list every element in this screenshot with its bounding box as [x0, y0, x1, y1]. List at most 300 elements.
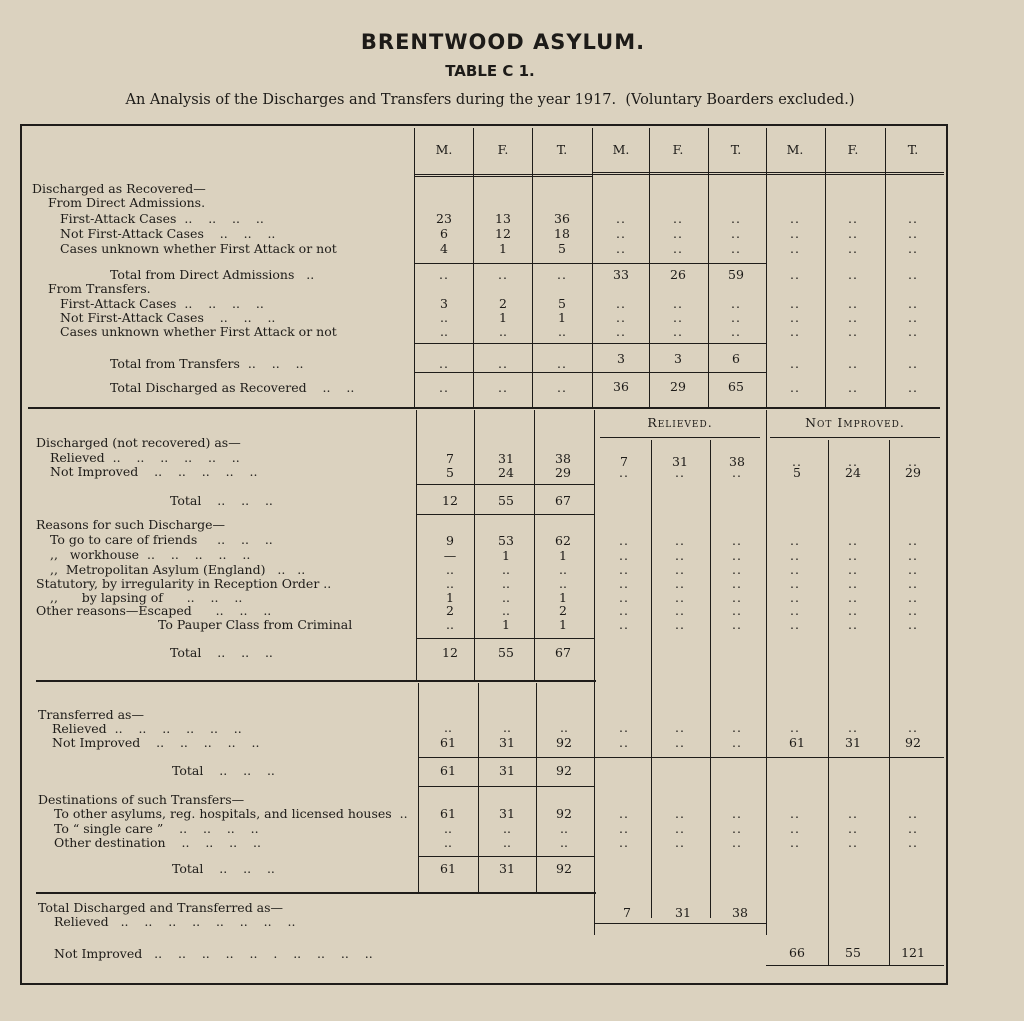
empty-cell: ..: [790, 296, 800, 311]
cell: ..: [503, 720, 511, 735]
empty-cell: ..: [675, 533, 685, 548]
empty-cell: ..: [790, 720, 800, 735]
column-header: F.: [497, 142, 509, 157]
table-rule: [828, 440, 829, 965]
empty-cell: ..: [731, 324, 741, 339]
cell: 92: [556, 806, 572, 821]
empty-cell: ..: [731, 310, 741, 325]
empty-cell: ..: [908, 806, 918, 821]
empty-cell: ..: [557, 356, 567, 371]
row-label: To other asylums, reg. hospitals, and licensed houses ..: [54, 806, 408, 821]
table-rule: [766, 410, 767, 935]
cell: 92: [556, 763, 572, 778]
cell: 55: [498, 493, 514, 508]
table-rule: [418, 757, 594, 758]
table-rule: [418, 683, 419, 893]
empty-cell: ..: [908, 720, 918, 735]
cell: 61: [440, 763, 456, 778]
not-improved-cell: 5: [793, 465, 801, 480]
table-rule: [20, 124, 22, 985]
cell: 61: [440, 861, 456, 876]
section-heading: Discharged as Recovered—: [32, 181, 206, 196]
relieved-cell: 38: [729, 454, 745, 469]
empty-cell: ..: [675, 548, 685, 563]
table-rule: [594, 923, 766, 924]
empty-cell: ..: [790, 590, 800, 605]
empty-cell: ..: [498, 380, 508, 395]
empty-cell: ..: [675, 617, 685, 632]
cell: 61: [440, 806, 456, 821]
cell: 36: [613, 379, 629, 394]
table-rule: [36, 892, 596, 894]
empty-cell: ..: [675, 465, 685, 480]
table-rule: [592, 128, 593, 407]
row-label: Relieved .. .. .. .. .. ..: [50, 450, 240, 465]
column-header: T.: [907, 142, 919, 157]
column-header: T.: [556, 142, 568, 157]
table-rule: [592, 343, 766, 344]
cell: ..: [446, 617, 454, 632]
table-rule: [416, 410, 417, 680]
cell: 9: [446, 533, 454, 548]
empty-cell: ..: [908, 617, 918, 632]
cell: 12: [442, 493, 458, 508]
cell: ..: [502, 576, 510, 591]
table-rule: [770, 437, 940, 438]
table-rule: [474, 410, 475, 680]
empty-cell: ..: [908, 533, 918, 548]
empty-cell: ..: [673, 241, 683, 256]
empty-cell: ..: [848, 241, 858, 256]
column-header: T.: [730, 142, 742, 157]
cell: 24: [498, 465, 514, 480]
cell: 61: [440, 735, 456, 750]
row-label: Not Improved .. .. .. .. .. . .. .. .. ..: [54, 946, 373, 961]
empty-cell: ..: [908, 380, 918, 395]
cell: 26: [670, 267, 686, 282]
cell: 3: [617, 351, 625, 366]
cell: ..: [559, 576, 567, 591]
cell: 67: [555, 645, 571, 660]
empty-cell: ..: [848, 211, 858, 226]
cell: 1: [502, 548, 510, 563]
cell: 53: [498, 533, 514, 548]
empty-cell: ..: [908, 562, 918, 577]
cell: 67: [555, 493, 571, 508]
table-rule: [414, 128, 415, 407]
table-rule: [600, 437, 760, 438]
column-header: M.: [612, 142, 630, 157]
empty-cell: ..: [848, 267, 858, 282]
relieved-cell: 7: [620, 454, 628, 469]
table-rule: [885, 128, 886, 407]
empty-cell: ..: [731, 211, 741, 226]
empty-cell: ..: [848, 617, 858, 632]
relieved-cell: 7: [623, 905, 631, 920]
empty-cell: ..: [675, 720, 685, 735]
row-label: Other reasons—Escaped .. .. ..: [36, 603, 272, 618]
cell: 62: [555, 533, 571, 548]
table-rule: [889, 440, 890, 965]
table-rule: [536, 683, 537, 893]
not-improved-cell: 29: [905, 465, 921, 480]
empty-cell: ..: [848, 548, 858, 563]
empty-cell: ..: [557, 380, 567, 395]
cell: 6: [732, 351, 740, 366]
empty-cell: ..: [732, 576, 742, 591]
table-rule: [418, 786, 594, 787]
not-improved-cell: 55: [845, 945, 861, 960]
empty-cell: ..: [848, 226, 858, 241]
table-rule: [414, 176, 592, 177]
table-rule: [592, 172, 944, 173]
not-improved-cell: 24: [845, 465, 861, 480]
table-rule: [946, 124, 948, 985]
empty-cell: ..: [908, 296, 918, 311]
cell: 2: [499, 296, 507, 311]
empty-cell: ..: [908, 226, 918, 241]
empty-cell: ..: [848, 576, 858, 591]
empty-cell: ..: [673, 324, 683, 339]
empty-cell: ..: [616, 296, 626, 311]
row-label: Relieved .. .. .. .. .. .. .. ..: [54, 914, 296, 929]
empty-cell: ..: [619, 465, 629, 480]
empty-cell: ..: [908, 590, 918, 605]
empty-cell: ..: [848, 590, 858, 605]
relieved-cell: 38: [732, 905, 748, 920]
empty-cell: ..: [439, 356, 449, 371]
empty-cell: ..: [848, 356, 858, 371]
empty-cell: ..: [790, 267, 800, 282]
empty-cell: ..: [675, 576, 685, 591]
empty-cell: ..: [848, 806, 858, 821]
not-improved-cell: 31: [845, 735, 861, 750]
table-rule: [594, 410, 595, 935]
empty-cell: ..: [731, 241, 741, 256]
empty-cell: ..: [848, 324, 858, 339]
empty-cell: ..: [619, 533, 629, 548]
cell: 36: [554, 211, 570, 226]
empty-cell: ..: [790, 603, 800, 618]
empty-cell: ..: [675, 806, 685, 821]
not-improved-cell: 92: [905, 735, 921, 750]
row-label: Total from Direct Admissions ..: [110, 267, 315, 282]
empty-cell: ..: [498, 356, 508, 371]
empty-cell: ..: [790, 211, 800, 226]
empty-cell: ..: [557, 267, 567, 282]
cell: 55: [498, 645, 514, 660]
row-label: ,, workhouse .. .. .. .. ..: [50, 547, 251, 562]
empty-cell: ..: [616, 324, 626, 339]
empty-cell: ..: [619, 835, 629, 850]
empty-cell: ..: [908, 603, 918, 618]
row-label: Not Improved .. .. .. .. ..: [52, 735, 260, 750]
empty-cell: ..: [848, 296, 858, 311]
empty-cell: ..: [790, 806, 800, 821]
empty-cell: ..: [619, 590, 629, 605]
cell: ..: [559, 562, 567, 577]
empty-cell: ..: [732, 735, 742, 750]
empty-cell: ..: [439, 267, 449, 282]
row-label: Total .. .. ..: [172, 763, 275, 778]
empty-cell: ..: [790, 617, 800, 632]
cell: ..: [446, 562, 454, 577]
empty-cell: ..: [792, 454, 802, 469]
table-rule: [534, 410, 535, 680]
empty-cell: ..: [790, 835, 800, 850]
empty-cell: ..: [732, 562, 742, 577]
row-label: Other destination .. .. .. ..: [54, 835, 261, 850]
row-label: To go to care of friends .. .. ..: [50, 532, 273, 547]
cell: 1: [559, 590, 567, 605]
table-rule: [414, 174, 944, 175]
column-header: F.: [847, 142, 859, 157]
cell: 1: [559, 548, 567, 563]
table-rule: [473, 128, 474, 407]
empty-cell: ..: [790, 310, 800, 325]
row-label: To Pauper Class from Criminal: [158, 617, 353, 632]
empty-cell: ..: [848, 310, 858, 325]
empty-cell: ..: [675, 562, 685, 577]
relieved-cell: 31: [672, 454, 688, 469]
cell: 92: [556, 861, 572, 876]
empty-cell: ..: [732, 806, 742, 821]
cell: ..: [440, 324, 448, 339]
cell: ..: [560, 821, 568, 836]
empty-cell: ..: [675, 735, 685, 750]
cell: ..: [446, 576, 454, 591]
row-label: Statutory, by irregularity in Reception Order ..: [36, 576, 332, 591]
empty-cell: ..: [732, 835, 742, 850]
empty-cell: ..: [790, 533, 800, 548]
empty-cell: ..: [790, 576, 800, 591]
row-label: First-Attack Cases .. .. .. ..: [60, 211, 264, 226]
subsection-heading: From Transfers.: [48, 281, 151, 296]
table-rule: [416, 484, 594, 485]
empty-cell: ..: [732, 590, 742, 605]
empty-cell: ..: [908, 267, 918, 282]
cell: 5: [558, 241, 566, 256]
cell: 12: [442, 645, 458, 660]
cell: ..: [444, 835, 452, 850]
cell: ..: [502, 562, 510, 577]
row-label: ,, by lapsing of .. .. ..: [50, 590, 243, 605]
cell: 31: [499, 861, 515, 876]
empty-cell: ..: [498, 267, 508, 282]
row-label: Not First-Attack Cases .. .. ..: [60, 226, 276, 241]
empty-cell: ..: [908, 821, 918, 836]
row-label: Total .. .. ..: [172, 861, 275, 876]
empty-cell: ..: [848, 821, 858, 836]
empty-cell: ..: [790, 241, 800, 256]
cell: ..: [499, 324, 507, 339]
table-rule: [28, 407, 940, 409]
empty-cell: ..: [675, 603, 685, 618]
cell: 1: [559, 617, 567, 632]
column-header: F.: [672, 142, 684, 157]
table-rule: [594, 757, 766, 758]
row-label: Total Discharged as Recovered .. ..: [110, 380, 355, 395]
table-rule: [532, 128, 533, 407]
empty-cell: ..: [673, 226, 683, 241]
empty-cell: ..: [616, 226, 626, 241]
row-label: Cases unknown whether First Attack or not: [60, 241, 337, 256]
table-rule: [416, 638, 594, 639]
empty-cell: ..: [732, 603, 742, 618]
cell: 2: [446, 603, 454, 618]
section-heading: Discharged (not recovered) as—: [36, 435, 241, 450]
table-rule: [592, 372, 766, 373]
column-header: M.: [786, 142, 804, 157]
empty-cell: ..: [439, 380, 449, 395]
table-rule: [418, 856, 594, 857]
empty-cell: ..: [908, 241, 918, 256]
empty-cell: ..: [790, 821, 800, 836]
row-label: Total .. .. ..: [170, 493, 273, 508]
row-label: Cases unknown whether First Attack or not: [60, 324, 337, 339]
empty-cell: ..: [673, 296, 683, 311]
empty-cell: ..: [848, 454, 858, 469]
empty-cell: ..: [732, 465, 742, 480]
empty-cell: ..: [790, 548, 800, 563]
not-improved-header: Not Improved.: [805, 415, 905, 430]
empty-cell: ..: [619, 603, 629, 618]
empty-cell: ..: [673, 211, 683, 226]
empty-cell: ..: [848, 603, 858, 618]
column-header: M.: [435, 142, 453, 157]
cell: 1: [499, 310, 507, 325]
table-rule: [649, 128, 650, 407]
empty-cell: ..: [616, 310, 626, 325]
empty-cell: ..: [619, 821, 629, 836]
cell: ..: [444, 821, 452, 836]
cell: ..: [560, 720, 568, 735]
empty-cell: ..: [619, 720, 629, 735]
empty-cell: ..: [790, 562, 800, 577]
cell: 4: [440, 241, 448, 256]
not-improved-cell: 66: [789, 945, 805, 960]
row-label: To “ single care ” .. .. .. ..: [54, 821, 259, 836]
empty-cell: ..: [848, 835, 858, 850]
cell: 3: [674, 351, 682, 366]
cell: 29: [670, 379, 686, 394]
table-subtitle: An Analysis of the Discharges and Transfers during the year 1917. (Voluntary Boarders excluded.): [125, 92, 855, 108]
empty-cell: ..: [848, 720, 858, 735]
empty-cell: ..: [908, 356, 918, 371]
empty-cell: ..: [619, 562, 629, 577]
empty-cell: ..: [732, 720, 742, 735]
section-heading: Destinations of such Transfers—: [38, 792, 245, 807]
empty-cell: ..: [848, 562, 858, 577]
empty-cell: ..: [732, 617, 742, 632]
cell: 13: [495, 211, 511, 226]
table-rule: [416, 514, 594, 515]
empty-cell: ..: [908, 310, 918, 325]
cell: ..: [440, 310, 448, 325]
table-rule: [710, 440, 711, 918]
cell: 31: [499, 735, 515, 750]
cell: ..: [503, 835, 511, 850]
table-rule: [414, 263, 592, 264]
table-rule: [766, 757, 944, 758]
empty-cell: ..: [675, 821, 685, 836]
table-rule: [20, 124, 948, 126]
row-label: Not Improved .. .. .. .. ..: [50, 464, 258, 479]
empty-cell: ..: [616, 211, 626, 226]
empty-cell: ..: [675, 835, 685, 850]
cell: 33: [613, 267, 629, 282]
table-rule: [20, 983, 948, 985]
empty-cell: ..: [908, 835, 918, 850]
cell: 1: [558, 310, 566, 325]
not-improved-cell: 61: [789, 735, 805, 750]
empty-cell: ..: [848, 380, 858, 395]
table-rule: [766, 128, 767, 407]
cell: 1: [499, 241, 507, 256]
empty-cell: ..: [908, 576, 918, 591]
empty-cell: ..: [619, 548, 629, 563]
cell: ..: [502, 603, 510, 618]
empty-cell: ..: [732, 548, 742, 563]
cell: 7: [446, 451, 454, 466]
row-label: First-Attack Cases .. .. .. ..: [60, 296, 264, 311]
empty-cell: ..: [908, 548, 918, 563]
empty-cell: ..: [731, 226, 741, 241]
empty-cell: ..: [732, 821, 742, 836]
empty-cell: ..: [908, 454, 918, 469]
table-rule: [36, 680, 596, 682]
cell: 1: [502, 617, 510, 632]
cell: 2: [559, 603, 567, 618]
table-rule: [478, 683, 479, 893]
cell: ..: [444, 720, 452, 735]
empty-cell: ..: [790, 356, 800, 371]
section-heading: Total Discharged and Transferred as—: [38, 900, 284, 915]
section-heading: Reasons for such Discharge—: [36, 517, 226, 532]
table-rule: [825, 128, 826, 407]
empty-cell: ..: [790, 226, 800, 241]
table-rule: [708, 128, 709, 407]
empty-cell: ..: [790, 324, 800, 339]
cell: 65: [728, 379, 744, 394]
row-label: Relieved .. .. .. .. .. ..: [52, 721, 242, 736]
empty-cell: ..: [619, 617, 629, 632]
empty-cell: ..: [619, 806, 629, 821]
table-rule: [592, 263, 766, 264]
empty-cell: ..: [908, 324, 918, 339]
cell: 31: [498, 451, 514, 466]
table-rule: [766, 965, 944, 966]
subsection-heading: From Direct Admissions.: [48, 195, 206, 210]
empty-cell: ..: [616, 241, 626, 256]
cell: 5: [558, 296, 566, 311]
empty-cell: ..: [732, 533, 742, 548]
cell: 18: [554, 226, 570, 241]
row-label: ,, Metropolitan Asylum (England) .. ..: [50, 562, 306, 577]
relieved-cell: 31: [675, 905, 691, 920]
relieved-header: Relieved.: [647, 415, 713, 430]
cell: 59: [728, 267, 744, 282]
empty-cell: ..: [848, 533, 858, 548]
not-improved-cell: 121: [901, 945, 925, 960]
empty-cell: ..: [908, 211, 918, 226]
empty-cell: ..: [790, 380, 800, 395]
cell: 31: [499, 806, 515, 821]
section-heading: Transferred as—: [38, 707, 144, 722]
cell: 92: [556, 735, 572, 750]
table-id: TABLE C 1.: [445, 62, 535, 80]
empty-cell: ..: [619, 576, 629, 591]
